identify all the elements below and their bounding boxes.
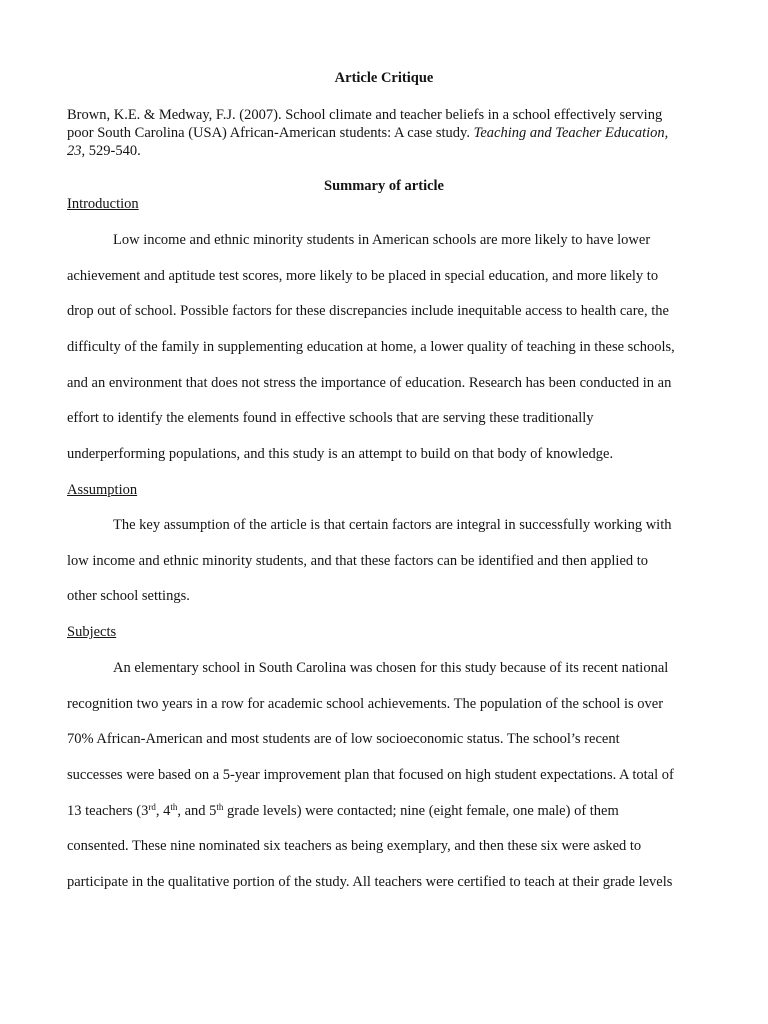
paragraph-line: Low income and ethnic minority students in American schools are more likely to have lower [113, 232, 651, 248]
citation-line-1: Brown, K.E. & Medway, F.J. (2007). School climate and teacher beliefs in a school effectively serving [67, 107, 663, 123]
teachers-text-3: , and 5 [177, 802, 217, 819]
paragraph-line: and an environment that does not stress the importance of education. Research has been conducted in an [67, 374, 672, 391]
citation-line-2-text: poor South Carolina (USA) African-American students: A case study. [67, 125, 474, 141]
paragraph-line: drop out of school. Possible factors for these discrepancies include inequitable access to health care, the [67, 303, 669, 320]
teachers-text-1: 13 teachers (3 [67, 802, 149, 819]
paragraph-line: An elementary school in South Carolina was chosen for this study because of its recent national [113, 660, 669, 676]
paragraph-line: The key assumption of the article is that certain factors are integral in successfully working with [113, 517, 672, 533]
paragraph-line: low income and ethnic minority students, and that these factors can be identified and then applied to [67, 552, 649, 569]
ordinal-suffix: th [170, 801, 178, 812]
ordinal-suffix: th [216, 801, 224, 812]
introduction-heading: Introduction [67, 196, 139, 212]
paragraph-line: successes were based on a 5-year improvement plan that focused on high student expectations. A total of [67, 767, 674, 784]
citation-line-3 [67, 142, 707, 160]
paragraph-line: consented. These nine nominated six teachers as being exemplary, and then these six were asked to [67, 838, 642, 855]
citation-pages: , 529-540. [81, 143, 141, 159]
subjects-paragraph [67, 659, 717, 909]
document-title: Article Critique [334, 70, 434, 86]
paragraph-line: difficulty of the family in supplementing education at home, a lower quality of teaching in these schools, [67, 339, 675, 356]
introduction-paragraph [67, 231, 717, 481]
paragraph-line: achievement and aptitude test scores, more likely to be placed in special education, and more likely to [67, 267, 659, 284]
citation [67, 106, 707, 160]
paragraph-line: underperforming populations, and this study is an attempt to build on that body of knowledge. [67, 446, 614, 463]
subjects-heading: Subjects [67, 624, 117, 640]
summary-heading: Summary of article [324, 178, 444, 194]
teachers-text-2: , 4 [155, 802, 171, 819]
paragraph-line: 70% African-American and most students are of low socioeconomic status. The school’s recent [67, 731, 620, 748]
paragraph-line: participate in the qualitative portion of the study. All teachers were certified to teach at their grade levels [67, 874, 673, 891]
citation-volume: 23 [67, 143, 82, 159]
assumption-paragraph [67, 516, 717, 623]
paragraph-line: other school settings. [67, 588, 190, 605]
teachers-text-4: grade levels) were contacted; nine (eight female, one male) of them [223, 802, 619, 819]
citation-line-2 [67, 124, 707, 142]
citation-journal: Teaching and Teacher Education, [473, 125, 669, 141]
paragraph-line: effort to identify the elements found in effective schools that are serving these traditionally [67, 410, 594, 427]
ordinal-suffix: rd [148, 801, 156, 812]
assumption-heading: Assumption [67, 482, 138, 498]
paragraph-line: recognition two years in a row for academic school achievements. The population of the school is over [67, 695, 664, 712]
paragraph-line-grade-levels [67, 802, 717, 838]
